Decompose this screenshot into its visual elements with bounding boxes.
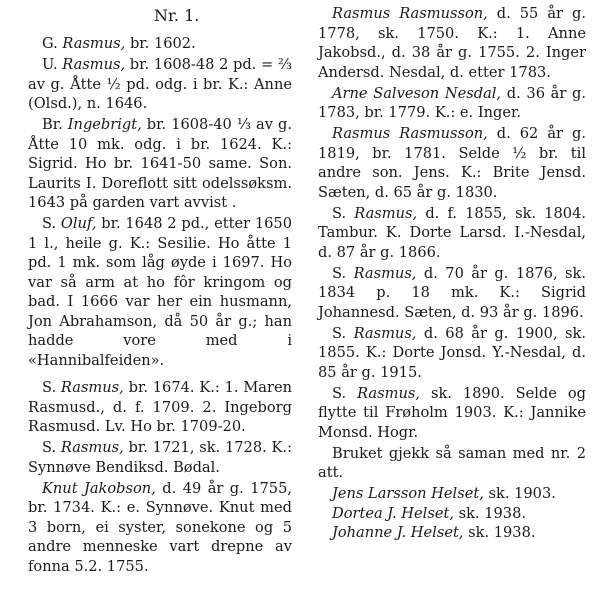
entry-text: S. (332, 204, 355, 222)
entry-text: br. 1674. K.: 1. Maren Rasmusd., d. f. 1709. 2. Ingeborg Rasmusd. Lv. Ho br. 1709-20. (28, 379, 292, 435)
entry-text: br. 1602. (125, 35, 196, 52)
left-entry (28, 438, 292, 477)
entry-text: U. (42, 56, 63, 73)
entry-name: Rasmus, (353, 324, 417, 342)
entry-text: S. (42, 439, 61, 456)
entry-name: Rasmus, (353, 264, 417, 282)
left-entry (28, 115, 292, 213)
entry-text: Br. (42, 116, 68, 133)
entry-name: Rasmus Rasmusson, (332, 125, 488, 142)
signature-entry (318, 504, 586, 524)
entry-text: br. 1721, sk. 1728. K.: Synnøve Bendiksd. Bødal. (28, 439, 292, 476)
right-entry (318, 444, 586, 483)
entry-name: Ingebrigt, (67, 116, 142, 133)
entry-name: Rasmus, (357, 384, 420, 402)
right-entry (318, 84, 586, 123)
entry-text: br. 1608-48 2 pd. = ⅔ av g. Åtte ½ pd. odg. i br. K.: Anne (Olsd.), n. 1646. (28, 56, 292, 112)
entry-text: d. 55 år g. 1778, sk. 1750. K.: 1. Anne Jakobsd., d. 38 år g. 1755. 2. Inger Andersd. Nesdal, d. etter 1783. (318, 5, 586, 81)
left-entry (28, 34, 292, 54)
entry-text: sk. 1890. Selde og flytte til Frøholm 1903. K.: Jannike Monsd. Hogr. (318, 384, 586, 441)
signature-name: Johanne J. Helset, (332, 524, 464, 541)
entry-name: Rasmus, (60, 379, 124, 396)
entry-name: Rasmus, (60, 439, 124, 456)
right-entry (318, 324, 586, 383)
right-paragraphs (318, 4, 586, 543)
left-entry (28, 479, 292, 577)
signature-date: sk. 1938. (463, 524, 536, 541)
right-entry (318, 384, 586, 443)
entry-name: Rasmus, (62, 56, 126, 73)
entry-text: S. (42, 215, 61, 232)
entry-text: br. 1608-40 ⅓ av g. Åtte 10 mk. odg. i br. 1624. K.: Sigrid. Ho br. 1641-50 same. Son. Laurits I. Doreflott sitt odelssøksm. 1643 på garden vart avvist . (28, 116, 293, 211)
entry-text: d. 36 år g. 1783, br. 1779. K.: e. Inger. (318, 84, 586, 121)
signature-list (318, 484, 586, 543)
right-entries (318, 4, 586, 483)
signature-date: sk. 1903. (483, 485, 556, 502)
left-paragraphs (28, 34, 292, 578)
entry-text: G. (42, 35, 63, 52)
signature-date: sk. 1938. (453, 504, 526, 522)
entry-name: Rasmus, (62, 35, 126, 52)
entry-text: d. 62 år g. 1819, br. 1781. Selde ½ br. til andre son. Jens. K.: Brite Jensd. Sæten, d. 65 år g. 1830. (318, 125, 586, 201)
entry-text: d. f. 1855, sk. 1804. Tambur. K. Dorte Larsd. I.-Nesdal, d. 87 år g. 1866. (318, 204, 586, 261)
left-entry (28, 378, 292, 437)
page-heading: Nr. 1. (154, 6, 200, 25)
entry-text: d. 70 år g. 1876, sk. 1834 p. 18 mk. K.: Sigrid Johannesd. Sæten, d. 93 år g. 1896. (318, 264, 587, 321)
entry-name: Arne Salveson Nesdal, (332, 84, 502, 102)
right-entry (318, 204, 586, 263)
entry-text: S. (332, 324, 354, 342)
signature-entry (318, 523, 586, 543)
left-entry (28, 214, 292, 370)
entry-name: Oluf, (60, 215, 97, 232)
entry-text: S. (42, 379, 61, 396)
right-entry (318, 124, 586, 202)
entry-text: S. (332, 264, 354, 282)
entry-text: Bruket gjekk så saman med nr. 2 att. (318, 444, 586, 481)
entry-text: d. 49 år g. 1755, br. 1734. K.: e. Synnøve. Knut med 3 born, ei syster, sonekone og 5 andre menneske vart drepne av fonna 5.2. 1755. (28, 479, 292, 575)
entry-name: Knut Jakobson, (42, 479, 156, 497)
entry-name: Rasmus Rasmusson, (332, 5, 488, 22)
entry-text: S. (332, 384, 358, 402)
left-entry (28, 55, 292, 114)
signature-name: Dortea J. Helset, (332, 504, 454, 522)
entry-text: br. 1648 2 pd., etter 1650 1 l., heile g. K.: Sesilie. Ho åtte 1 pd. 1 mk. som låg øyde i 1697. Ho var så arm at ho fôr kringom og bad. I 1666 var her ein husmann, Jon Abrahamson, då 50 år g.; han hadde vore med i «Hannibalfeiden». (28, 215, 292, 369)
entry-name: Rasmus, (354, 204, 418, 222)
right-entry (318, 4, 586, 82)
entry-text: d. 68 år g. 1900, sk. 1855. K.: Dorte Jonsd. Y.-Nesdal, d. 85 år g. 1915. (318, 324, 587, 381)
right-entry (318, 264, 586, 323)
signature-name: Jens Larsson Helset, (332, 485, 484, 502)
signature-entry (318, 484, 586, 504)
